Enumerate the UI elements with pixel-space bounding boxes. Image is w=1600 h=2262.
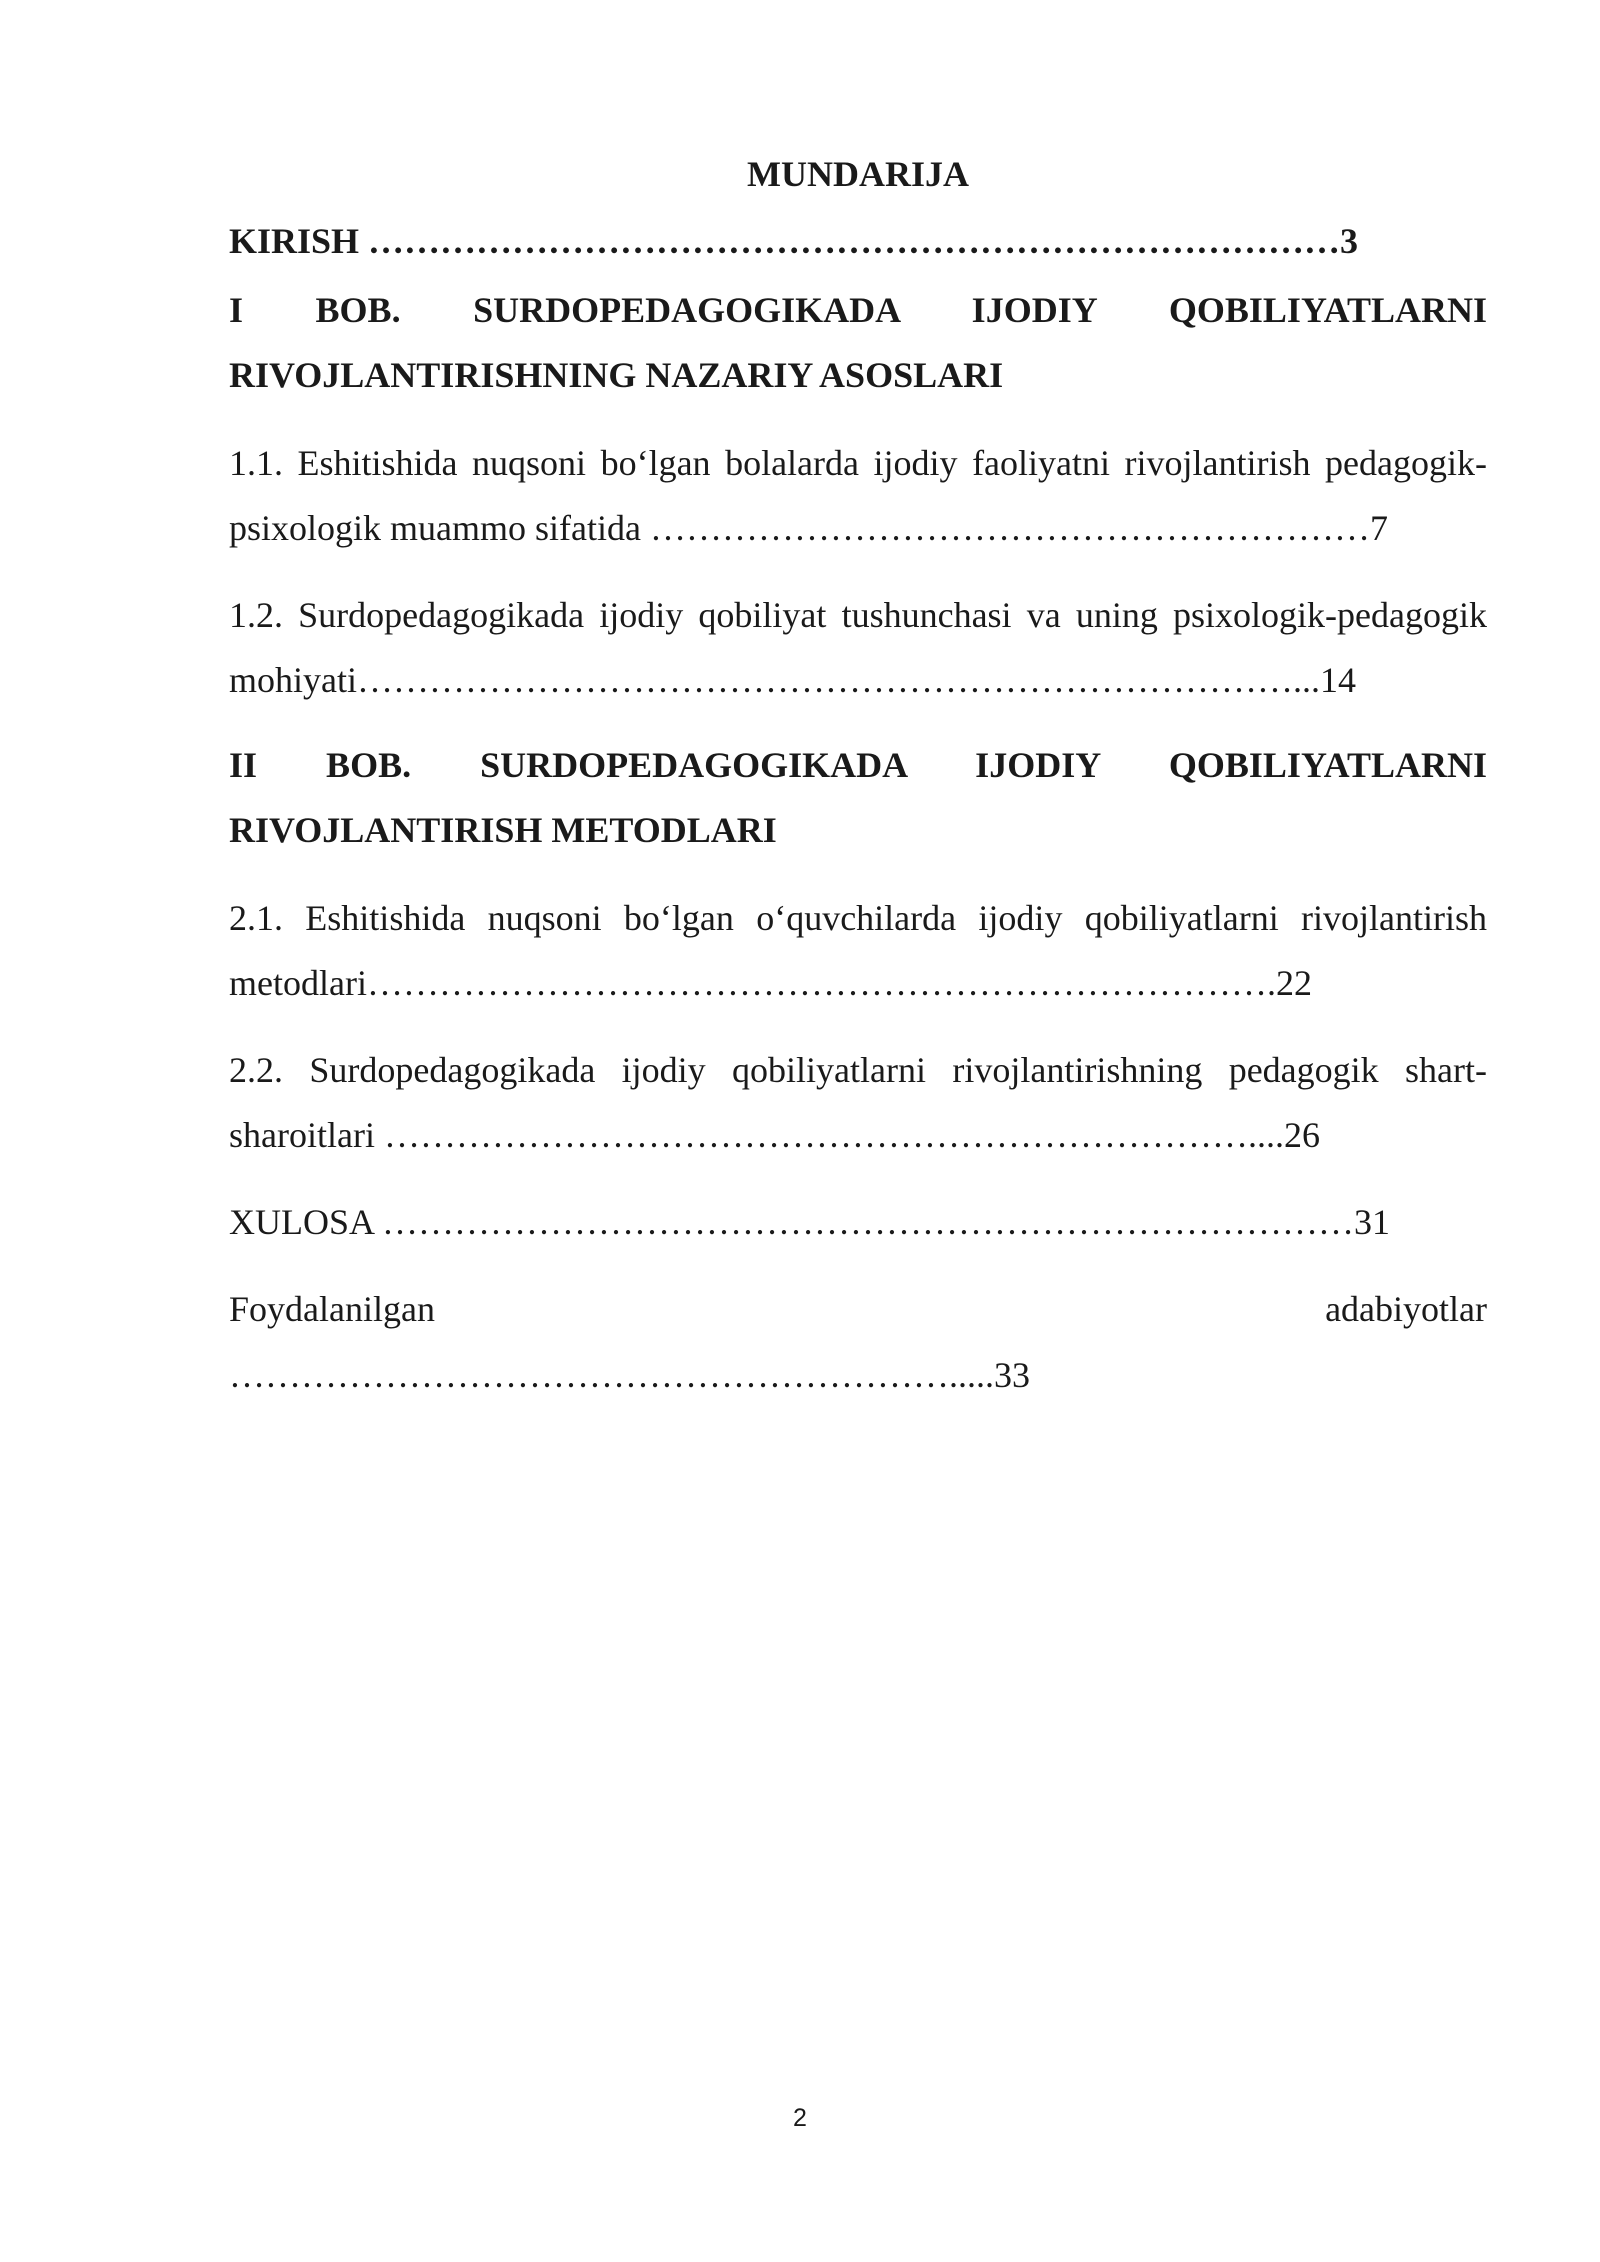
toc-adabiyot-word1: Foydalanilgan — [229, 1289, 435, 1329]
toc-entry-adabiyot-line2: …………………………………………………….....33 — [229, 1355, 1030, 1395]
toc-section-1-2-line1: 1.2. Surdopedagogikada ijodiy qobiliyat tushunchasi va uning psixologik-pedagogik — [229, 595, 1487, 635]
toc-section-1-1-line1: 1.1. Eshitishida nuqsoni bo‘lgan bolalarda ijodiy faoliyatni rivojlantirish pedagogik- — [229, 443, 1487, 483]
toc-entry-kirish: KIRISH ………………………………………………………………………3 — [229, 221, 1359, 261]
toc-chapter-2-line1: II BOB. SURDOPEDAGOGIKADA IJODIY QOBILIYATLARNI — [229, 745, 1487, 785]
toc-chapter-1-line1: I BOB. SURDOPEDAGOGIKADA IJODIY QOBILIYATLARNI — [229, 290, 1487, 330]
toc-chapter-2-line2: RIVOJLANTIRISH METODLARI — [229, 810, 777, 850]
toc-entry-xulosa: XULOSA ………………………………………………………………………31 — [229, 1202, 1391, 1242]
toc-adabiyot-word2: adabiyotlar — [1325, 1289, 1487, 1329]
toc-chapter-1-line2: RIVOJLANTIRISHNING NAZARIY ASOSLARI — [229, 355, 1004, 395]
toc-section-2-1-line1: 2.1. Eshitishida nuqsoni bo‘lgan o‘quvchilarda ijodiy qobiliyatlarni rivojlantirish — [229, 898, 1487, 938]
toc-section-2-1-line2: metodlari………………………………………………………………….22 — [229, 963, 1312, 1003]
toc-section-1-1-line2: psixologik muammo sifatida ……………………………………………………7 — [229, 508, 1388, 548]
toc-section-2-2-line2: sharoitlari ………………………………………………………………....26 — [229, 1115, 1320, 1155]
page-number: 2 — [793, 2104, 807, 2132]
toc-title: MUNDARIJA — [747, 154, 969, 194]
toc-section-1-2-line2: mohiyati……………………………………………………………………...14 — [229, 660, 1356, 700]
toc-section-2-2-line1: 2.2. Surdopedagogikada ijodiy qobiliyatlarni rivojlantirishning pedagogik shart- — [229, 1050, 1487, 1090]
